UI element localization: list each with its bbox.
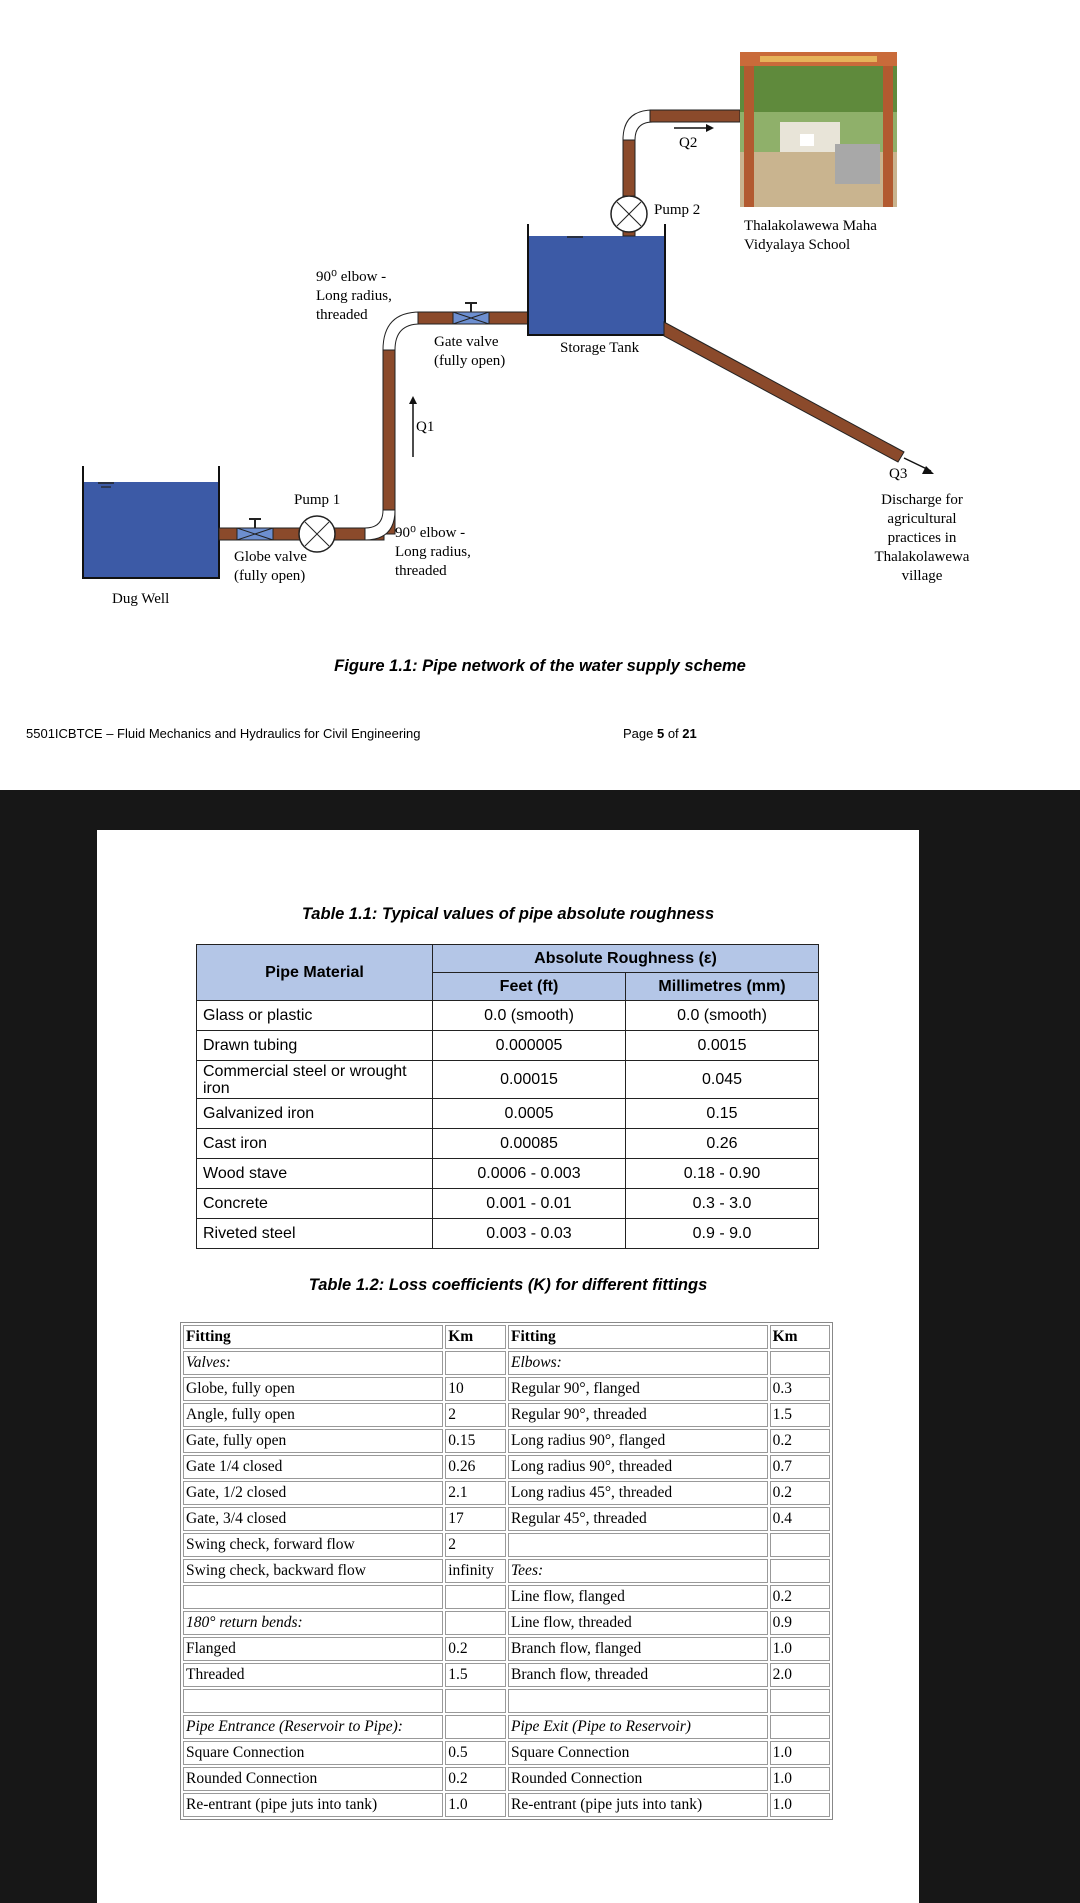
cell-km bbox=[770, 1715, 830, 1739]
header-fitting-right: Fitting bbox=[508, 1325, 768, 1349]
cell-fitting: Branch flow, flanged bbox=[508, 1637, 768, 1661]
flow-arrow-q3 bbox=[904, 458, 934, 474]
table-2-caption: Table 1.2: Loss coefficients (K) for different fittings bbox=[308, 1276, 708, 1294]
cell-ft: 0.000005 bbox=[433, 1031, 626, 1061]
cell-km: 1.0 bbox=[770, 1637, 830, 1661]
cell-km: 1.0 bbox=[770, 1767, 830, 1791]
table-row bbox=[197, 1099, 819, 1129]
header-feet: Feet (ft) bbox=[433, 973, 626, 1001]
table-row bbox=[197, 1061, 819, 1099]
cell-fitting: Branch flow, threaded bbox=[508, 1663, 768, 1687]
header-km-left: Km bbox=[445, 1325, 506, 1349]
label-elbow-bottom: 90⁰ elbow - Long radius, threaded bbox=[395, 525, 471, 579]
footer-course: 5501ICBTCE – Fluid Mechanics and Hydraulics for Civil Engineering bbox=[26, 726, 421, 741]
cell-fitting: Line flow, threaded bbox=[508, 1611, 768, 1635]
cell-fitting: Elbows: bbox=[508, 1351, 768, 1375]
cell-fitting: Gate 1/4 closed bbox=[183, 1455, 443, 1479]
cell-km: 1.0 bbox=[770, 1793, 830, 1817]
page-2 bbox=[97, 830, 919, 1903]
roughness-table bbox=[196, 944, 819, 1249]
label-q3: Q3 bbox=[889, 466, 908, 482]
cell-km: 0.9 bbox=[770, 1611, 830, 1635]
cell-fitting: Swing check, forward flow bbox=[183, 1533, 443, 1557]
pipe-segment bbox=[650, 110, 740, 122]
table-row bbox=[197, 1129, 819, 1159]
label-globe-valve: Globe valve (fully open) bbox=[234, 549, 307, 584]
cell-km bbox=[445, 1689, 506, 1713]
page-1 bbox=[0, 0, 1080, 790]
school-gate-photo bbox=[740, 52, 897, 207]
cell-fitting: Rounded Connection bbox=[183, 1767, 443, 1791]
elbow-fitting bbox=[623, 110, 653, 140]
cell-fitting bbox=[508, 1689, 768, 1713]
flow-arrow-q2 bbox=[674, 124, 714, 132]
cell-fitting bbox=[183, 1585, 443, 1609]
label-discharge: Discharge for agricultural practices in Thalakolawewa village bbox=[874, 492, 970, 584]
cell-ft: 0.001 - 0.01 bbox=[433, 1189, 626, 1219]
cell-km: 0.2 bbox=[770, 1429, 830, 1453]
cell-fitting: Swing check, backward flow bbox=[183, 1559, 443, 1583]
label-elbow-top: 90⁰ elbow - Long radius, threaded bbox=[316, 269, 392, 323]
cell-fitting: Square Connection bbox=[183, 1741, 443, 1765]
table-row bbox=[183, 1637, 830, 1661]
cell-km: 0.2 bbox=[770, 1481, 830, 1505]
cell-km: 2.0 bbox=[770, 1663, 830, 1687]
cell-fitting: Gate, 1/2 closed bbox=[183, 1481, 443, 1505]
cell-km: 0.2 bbox=[445, 1637, 506, 1661]
cell-km bbox=[770, 1689, 830, 1713]
cell-km: 1.5 bbox=[445, 1663, 506, 1687]
cell-fitting: Regular 45°, threaded bbox=[508, 1507, 768, 1531]
cell-fitting: Globe, fully open bbox=[183, 1377, 443, 1401]
table-row bbox=[197, 1031, 819, 1061]
table-row bbox=[183, 1351, 830, 1375]
cell-fitting: Threaded bbox=[183, 1663, 443, 1687]
cell-mm: 0.0 (smooth) bbox=[626, 1001, 819, 1031]
cell-km bbox=[445, 1611, 506, 1635]
table-row bbox=[183, 1403, 830, 1427]
cell-km: 0.5 bbox=[445, 1741, 506, 1765]
cell-mm: 0.26 bbox=[626, 1129, 819, 1159]
cell-km: 2.1 bbox=[445, 1481, 506, 1505]
table-row bbox=[183, 1429, 830, 1453]
cell-fitting: Long radius 45°, threaded bbox=[508, 1481, 768, 1505]
header-absolute-roughness: Absolute Roughness (ε) bbox=[433, 945, 819, 973]
cell-km: 17 bbox=[445, 1507, 506, 1531]
cell-km: 0.2 bbox=[445, 1767, 506, 1791]
table-row bbox=[183, 1611, 830, 1635]
cell-fitting: Pipe Entrance (Reservoir to Pipe): bbox=[183, 1715, 443, 1739]
table-1-caption: Table 1.1: Typical values of pipe absolute roughness bbox=[301, 905, 715, 923]
table-row bbox=[183, 1767, 830, 1791]
cell-fitting bbox=[183, 1689, 443, 1713]
cell-fitting: Tees: bbox=[508, 1559, 768, 1583]
cell-km bbox=[445, 1585, 506, 1609]
header-millimetres: Millimetres (mm) bbox=[626, 973, 819, 1001]
label-pump-1: Pump 1 bbox=[294, 492, 341, 508]
header-km-right: Km bbox=[770, 1325, 830, 1349]
cell-mm: 0.045 bbox=[626, 1061, 819, 1099]
cell-km: 0.15 bbox=[445, 1429, 506, 1453]
cell-fitting: Angle, fully open bbox=[183, 1403, 443, 1427]
cell-fitting: Re-entrant (pipe juts into tank) bbox=[183, 1793, 443, 1817]
cell-fitting: Regular 90°, flanged bbox=[508, 1377, 768, 1401]
cell-fitting: Long radius 90°, flanged bbox=[508, 1429, 768, 1453]
cell-fitting: Valves: bbox=[183, 1351, 443, 1375]
table-row bbox=[183, 1481, 830, 1505]
cell-material: Concrete bbox=[197, 1189, 433, 1219]
cell-km: 1.5 bbox=[770, 1403, 830, 1427]
page-prefix: Page bbox=[623, 726, 657, 741]
cell-ft: 0.0006 - 0.003 bbox=[433, 1159, 626, 1189]
pipe-segment bbox=[383, 350, 395, 534]
elbow-fitting bbox=[365, 510, 395, 540]
cell-ft: 0.003 - 0.03 bbox=[433, 1219, 626, 1249]
loss-coefficients-table bbox=[180, 1322, 833, 1820]
cell-mm: 0.15 bbox=[626, 1099, 819, 1129]
cell-fitting: Line flow, flanged bbox=[508, 1585, 768, 1609]
cell-km: 0.4 bbox=[770, 1507, 830, 1531]
label-dug-well: Dug Well bbox=[112, 591, 170, 607]
cell-material: Galvanized iron bbox=[197, 1099, 433, 1129]
cell-fitting: Square Connection bbox=[508, 1741, 768, 1765]
cell-material: Commercial steel or wrought iron bbox=[197, 1061, 433, 1099]
cell-km bbox=[770, 1351, 830, 1375]
table-row bbox=[183, 1559, 830, 1583]
label-q1: Q1 bbox=[416, 419, 435, 435]
label-pump-2: Pump 2 bbox=[654, 202, 701, 218]
table-row bbox=[197, 1219, 819, 1249]
page-total: 21 bbox=[682, 726, 697, 741]
cell-fitting: 180° return bends: bbox=[183, 1611, 443, 1635]
gate-valve-symbol bbox=[453, 303, 489, 324]
table-row bbox=[183, 1793, 830, 1817]
pump-1-symbol bbox=[299, 516, 335, 552]
cell-km: 2 bbox=[445, 1403, 506, 1427]
cell-km bbox=[770, 1533, 830, 1557]
cell-ft: 0.00085 bbox=[433, 1129, 626, 1159]
cell-km: 0.26 bbox=[445, 1455, 506, 1479]
cell-mm: 0.18 - 0.90 bbox=[626, 1159, 819, 1189]
cell-km: 2 bbox=[445, 1533, 506, 1557]
header-pipe-material: Pipe Material bbox=[197, 945, 433, 1001]
cell-km bbox=[445, 1351, 506, 1375]
table-row bbox=[183, 1689, 830, 1713]
figure-caption: Figure 1.1: Pipe network of the water supply scheme bbox=[334, 657, 746, 675]
cell-mm: 0.3 - 3.0 bbox=[626, 1189, 819, 1219]
cell-fitting bbox=[508, 1533, 768, 1557]
label-q2: Q2 bbox=[679, 135, 698, 151]
dug-well bbox=[83, 466, 219, 578]
cell-km: 1.0 bbox=[770, 1741, 830, 1765]
table-row bbox=[183, 1377, 830, 1401]
header-fitting-left: Fitting bbox=[183, 1325, 443, 1349]
cell-km bbox=[770, 1559, 830, 1583]
table-row bbox=[183, 1455, 830, 1479]
table-row bbox=[183, 1715, 830, 1739]
cell-mm: 0.9 - 9.0 bbox=[626, 1219, 819, 1249]
cell-material: Wood stave bbox=[197, 1159, 433, 1189]
cell-material: Glass or plastic bbox=[197, 1001, 433, 1031]
cell-fitting: Regular 90°, threaded bbox=[508, 1403, 768, 1427]
cell-material: Drawn tubing bbox=[197, 1031, 433, 1061]
pipe-segment bbox=[623, 138, 635, 196]
table-row bbox=[197, 1189, 819, 1219]
cell-ft: 0.00015 bbox=[433, 1061, 626, 1099]
table-row bbox=[183, 1741, 830, 1765]
cell-fitting: Gate, 3/4 closed bbox=[183, 1507, 443, 1531]
cell-km: 0.2 bbox=[770, 1585, 830, 1609]
cell-mm: 0.0015 bbox=[626, 1031, 819, 1061]
cell-fitting: Flanged bbox=[183, 1637, 443, 1661]
storage-tank bbox=[528, 224, 665, 335]
page-current: 5 bbox=[656, 726, 665, 741]
table-row bbox=[197, 1001, 819, 1031]
table-row bbox=[197, 1159, 819, 1189]
table-row bbox=[183, 1533, 830, 1557]
cell-km: 1.0 bbox=[445, 1793, 506, 1817]
label-gate-valve: Gate valve (fully open) bbox=[434, 334, 506, 369]
cell-material: Riveted steel bbox=[197, 1219, 433, 1249]
cell-km: infinity bbox=[445, 1559, 506, 1583]
cell-km: 10 bbox=[445, 1377, 506, 1401]
cell-ft: 0.0005 bbox=[433, 1099, 626, 1129]
cell-fitting: Long radius 90°, threaded bbox=[508, 1455, 768, 1479]
cell-fitting: Rounded Connection bbox=[508, 1767, 768, 1791]
cell-km: 0.3 bbox=[770, 1377, 830, 1401]
footer-page-number bbox=[623, 726, 697, 741]
pipe-segment bbox=[664, 322, 904, 462]
cell-fitting: Gate, fully open bbox=[183, 1429, 443, 1453]
table-row bbox=[183, 1585, 830, 1609]
table-row bbox=[183, 1507, 830, 1531]
cell-fitting: Pipe Exit (Pipe to Reservoir) bbox=[508, 1715, 768, 1739]
cell-km bbox=[445, 1715, 506, 1739]
cell-material: Cast iron bbox=[197, 1129, 433, 1159]
cell-ft: 0.0 (smooth) bbox=[433, 1001, 626, 1031]
cell-km: 0.7 bbox=[770, 1455, 830, 1479]
table-row bbox=[183, 1663, 830, 1687]
cell-fitting: Re-entrant (pipe juts into tank) bbox=[508, 1793, 768, 1817]
globe-valve-symbol bbox=[237, 519, 273, 540]
page-of: of bbox=[664, 726, 683, 741]
pump-2-symbol bbox=[611, 196, 647, 232]
label-storage-tank: Storage Tank bbox=[560, 340, 640, 356]
label-school: Thalakolawewa Maha Vidyalaya School bbox=[744, 218, 877, 253]
